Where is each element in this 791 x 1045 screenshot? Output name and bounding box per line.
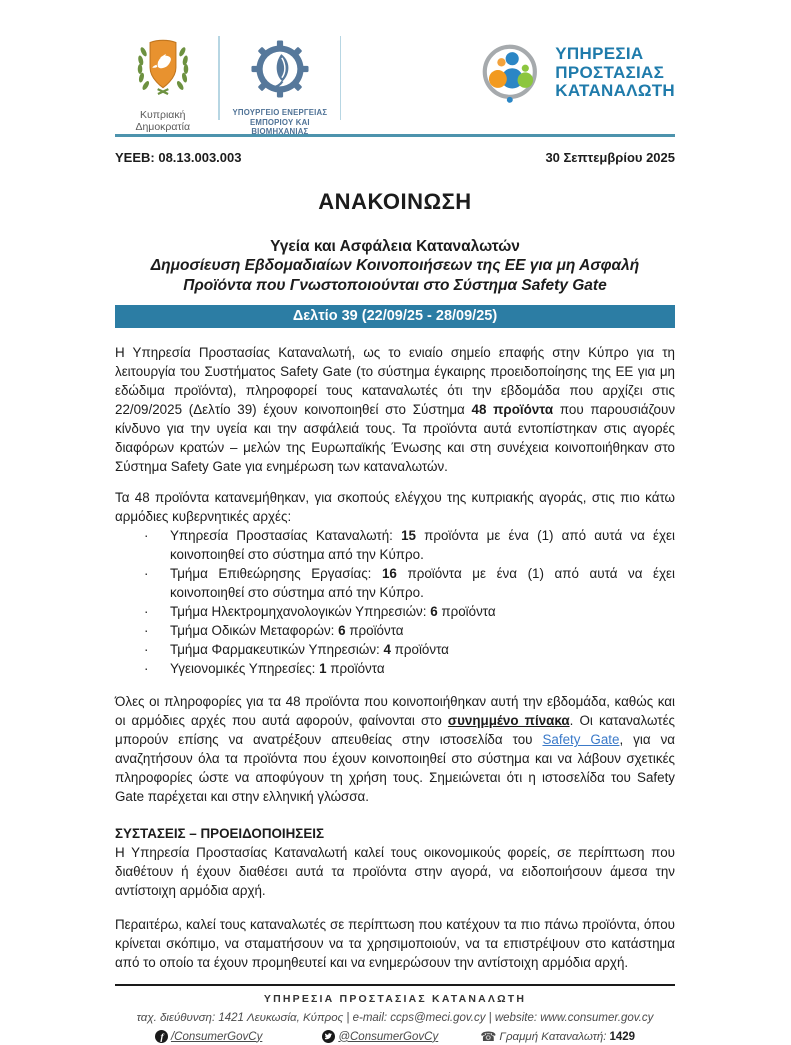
footer-rule xyxy=(115,984,675,986)
ministry-line2: ΕΜΠΟΡΙΟΥ ΚΑΙ ΒΙΟΜΗΧΑΝΙΑΣ xyxy=(249,117,310,137)
header-separator-right xyxy=(340,36,342,120)
authority-name: Τμήμα Επιθεώρησης Εργασίας: xyxy=(170,566,382,581)
consumer-service-logo-icon xyxy=(475,42,547,104)
subtitle-line2: Δημοσίευση Εβδομαδιαίων Κοινοποιήσεων της ΕΕ για μη Ασφαλή xyxy=(150,257,640,274)
list-item xyxy=(115,659,675,678)
bullet-suffix: προϊόντα xyxy=(437,604,496,620)
footer-contact-line: ταχ. διεύθυνση: 1421 Λευκωσία, Κύπρος | e-mail: ccps@meci.gov.cy | website: www.consumer.gov.cy xyxy=(136,1011,654,1024)
bullet-marker: · xyxy=(144,661,149,677)
paragraph-intro xyxy=(115,343,675,476)
cyprus-emblem-block xyxy=(115,36,210,133)
authorities-list xyxy=(115,526,675,678)
bullet-text xyxy=(170,602,675,621)
list-item xyxy=(115,526,675,564)
authority-name: Υπηρεσία Προστασίας Καταναλωτή: xyxy=(170,527,402,543)
bulletin-banner: Δελτίο 39 (22/09/25 - 28/09/25) xyxy=(115,305,675,328)
p3-text-2: . Οι καταναλωτές μπορούν επίσης να ανατρέξουν απευθείας στην ιστοσελίδα του xyxy=(115,713,675,748)
ministry-caption xyxy=(228,108,332,137)
p1-text: Η Υπηρεσία Προστασίας Καταναλωτή, ως το ενιαίο σημείο επαφής στην Κύπρο για τη λειτουργία του Συστήματος Safety Gate (το σύστημα έγκαιρης προειδοποίησης της ΕΕ για μη εδώδιμα προϊόντα), πληροφορεί τους καταναλωτές ότι την εβδομάδα που αρχίζει στις 22/09/2025 (Δελτίο 39) έχουν κοινοποιηθεί στο Σύστημα xyxy=(115,344,675,417)
header-rule xyxy=(115,134,675,137)
document-body xyxy=(115,343,675,972)
meta-row xyxy=(115,150,675,165)
product-count: 6 xyxy=(338,623,346,639)
emblem-caption: Κυπριακή Δημοκρατία xyxy=(135,109,191,133)
section-heading-warnings: ΣΥΣΤΑΣΕΙΣ – ΠΡΟΕΙΔΟΠΟΙΗΣΕΙΣ xyxy=(115,826,325,842)
bullet-suffix: προϊόντα με ένα (1) από αυτά να έχει κοινοποιηθεί στο σύστημα από την Κύπρο. xyxy=(170,566,675,601)
authority-name: Τμήμα Ηλεκτρομηχανολογικών Υπηρεσιών: xyxy=(170,604,431,620)
footer xyxy=(115,993,675,1045)
document-date: 30 Σεπτεμβρίου 2025 xyxy=(545,150,675,165)
consumer-service-block xyxy=(475,36,675,104)
phone-label: Γραμμή Καταναλωτή: xyxy=(499,1030,607,1043)
gear-leaf-icon xyxy=(249,38,311,100)
facebook-handle[interactable]: /ConsumerGovCy xyxy=(170,1030,263,1043)
footer-social-row xyxy=(115,1029,675,1045)
ministry-line1: ΥΠΟΥΡΓΕΙΟ ΕΝΕΡΓΕΙΑΣ xyxy=(232,108,328,117)
bullet-suffix: προϊόντα xyxy=(345,623,404,639)
bullet-suffix: προϊόντα xyxy=(326,661,385,677)
twitter-handle[interactable]: @ConsumerGovCy xyxy=(338,1030,439,1043)
subtitle-line3: Προϊόντα που Γνωστοποιούνται στο Σύστημα Safety Gate xyxy=(183,276,607,294)
list-item xyxy=(115,602,675,621)
p3-text: Όλες οι πληροφορίες για τα 48 προϊόντα που κοινοποιήθηκαν αυτή την εβδομάδα, καθώς και οι αρμόδιες αρχές που αυτά αφορούν, φαίνονται στο xyxy=(115,694,675,729)
service-line2: ΠΡΟΣΤΑΣΙΑΣ xyxy=(555,62,665,82)
subtitle-line1: Υγεία και Ασφάλεια Καταναλωτών xyxy=(270,238,520,255)
svg-text:f: f xyxy=(160,1032,164,1044)
list-item xyxy=(115,564,675,602)
phone-number: 1429 xyxy=(609,1030,636,1043)
facebook-icon xyxy=(155,1030,168,1043)
service-line3: ΚΑΤΑΝΑΛΩΤΗ xyxy=(555,81,676,101)
reference-number: ΥΕΕΒ: 08.13.003.003 xyxy=(115,150,242,165)
bullet-suffix: προϊόντα xyxy=(390,642,449,658)
p3-text-3: , για να αναζητήσουν όλα τα προϊόντα που έχουν κοινοποιηθεί στο σύστημα και να λάβουν σχετικές πληροφορίες ώστε να αποφύγουν τη χρήση τους. Σημειώνεται ότι η ιστοσελίδα του Safety Gate παρέχεται και στην ελληνική γλώσσα. xyxy=(115,732,675,805)
subtitle-block xyxy=(115,238,675,296)
bullet-marker: · xyxy=(144,527,149,543)
facebook-group xyxy=(155,1030,262,1043)
authority-name: Τμήμα Οδικών Μεταφορών: xyxy=(170,623,339,639)
product-count: 16 xyxy=(381,566,397,581)
bullet-text xyxy=(170,621,675,640)
header-separator-left xyxy=(218,36,220,120)
authority-name: Υγειονομικές Υπηρεσίες: xyxy=(170,661,320,677)
bullet-text xyxy=(170,640,675,659)
footer-organization: ΥΠΗΡΕΣΙΑ ΠΡΟΣΤΑΣΙΑΣ ΚΑΤΑΝΑΛΩΤΗ xyxy=(263,992,527,1005)
list-item xyxy=(115,640,675,659)
service-name xyxy=(555,45,675,100)
bullet-text xyxy=(170,564,675,602)
product-count: 1 xyxy=(319,661,327,677)
consumer-line-group xyxy=(480,1029,635,1045)
product-count: 15 xyxy=(401,527,416,543)
twitter-group xyxy=(322,1030,438,1043)
header xyxy=(115,36,676,137)
list-item xyxy=(115,621,675,640)
service-line1: ΥΠΗΡΕΣΙΑ xyxy=(555,44,644,64)
bullet-marker: · xyxy=(144,604,149,620)
product-count: 4 xyxy=(383,642,391,658)
attached-table-emphasis: συνημμένο πίνακα xyxy=(447,713,570,729)
p1-bold-count: 48 προϊόντα xyxy=(471,401,554,417)
bullet-suffix: προϊόντα με ένα (1) από αυτά να έχει κοινοποιηθεί στο σύστημα από την Κύπρο. xyxy=(170,527,675,562)
bullet-marker: · xyxy=(144,642,149,658)
bullet-marker: · xyxy=(144,566,149,581)
paragraph-traders: Η Υπηρεσία Προστασίας Καταναλωτή καλεί τους οικονομικούς φορείς, σε περίπτωση που διαθέτουν ή έχουν διαθέσει αυτά τα προϊόντα στην αγορά, να ειδοποιήσουν άμεσα την αντίστοιχη αρμόδια αρχή. xyxy=(115,845,675,899)
bullet-marker: · xyxy=(144,623,149,639)
safety-gate-link[interactable]: Safety Gate xyxy=(542,732,620,748)
paragraph-info xyxy=(115,692,675,806)
page-title: ΑΝΑΚΟΙΝΩΣΗ xyxy=(318,189,472,214)
cyprus-coat-of-arms-icon xyxy=(127,36,199,102)
phone-icon: ☎ xyxy=(480,1028,497,1044)
bullet-text xyxy=(170,659,675,678)
bullet-text xyxy=(170,526,675,564)
authority-name: Τμήμα Φαρμακευτικών Υπηρεσιών: xyxy=(170,642,384,658)
paragraph-distribution: Τα 48 προϊόντα κατανεμήθηκαν, για σκοπούς ελέγχου της κυπριακής αγοράς, στις πιο κάτω αρμόδιες κυβερνητικές αρχές: xyxy=(115,489,675,524)
ministry-block xyxy=(228,36,332,137)
twitter-icon xyxy=(322,1030,335,1043)
p1-text-after: που παρουσιάζουν κίνδυνο για την υγεία και την ασφάλειά τους. Τα προϊόντα αυτά εντοπίστηκαν στις αγορές διαφόρων κρατών – μελών της Ευρωπαϊκής Ένωσης και στη συνέχεια κοινοποιήθηκαν στο Σύστημα Safety Gate για ενημέρωση των καταναλωτών. xyxy=(115,401,676,474)
paragraph-consumers: Περαιτέρω, καλεί τους καταναλωτές σε περίπτωση που κατέχουν τα πιο πάνω προϊόντα, όπου κρίνεται σκόπιμο, να σταματήσουν να τα χρησιμοποιούν, να τα επιστρέψουν στο κατάστημα από το οποίο τα έχουν προμηθευτεί και να ενημερώσουν την αντίστοιχη αρμόδια αρχή. xyxy=(115,916,675,970)
product-count: 6 xyxy=(430,604,438,620)
